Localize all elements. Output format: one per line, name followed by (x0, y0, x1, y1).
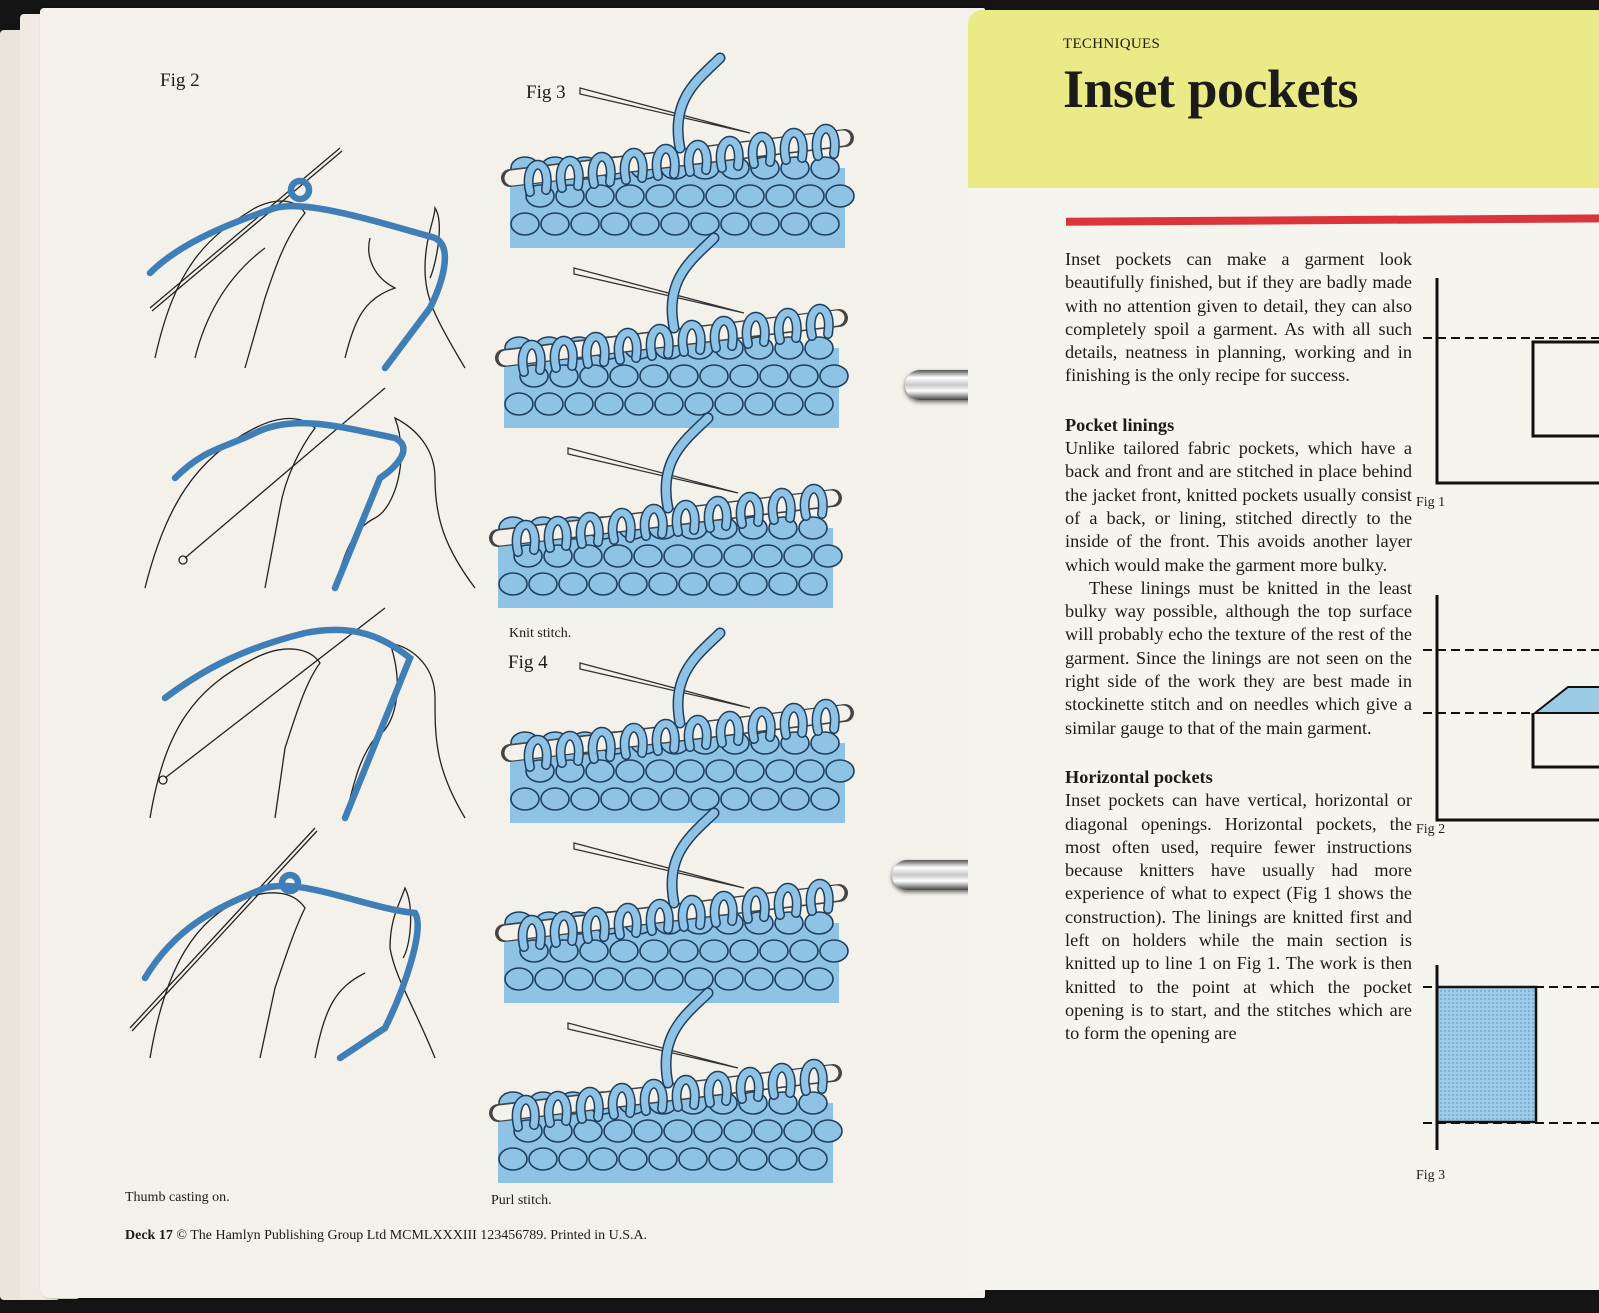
left-page (40, 8, 985, 1298)
fig2-diagram (1423, 595, 1599, 825)
footer-copyright (125, 1228, 647, 1244)
fig3-label: Fig 3 (526, 82, 566, 103)
knit-panel-1 (510, 58, 854, 248)
purl-panel-1 (510, 633, 854, 823)
section-kicker: TECHNIQUES (1063, 36, 1161, 52)
linings-paragraph-2: These linings must be knitted in the least bulky way possible, although the top surface will probably echo the texture of the rest of the garment. Since the linings are not seen on the right side of the work they are best made in stockinette stitch and on needles which give a similar gauge to that of the main garment. (1065, 577, 1412, 738)
knit-panel-3 (498, 418, 842, 608)
fig2-illustration (135, 128, 495, 1078)
stitch-illustrations (490, 78, 870, 1188)
horizontal-paragraph: Inset pockets can have vertical, horizontal or diagonal openings. Horizontal pockets, the most often used, require fewer instructions because knitters have usually had more experience of what to expect (Fig 1 shows the construction). The linings are knitted first and left on holders while the main section is knitted up to line 1 on Fig 1. The work is then knitted to the point at which the pocket opening is to start, and the stitches which are to form the opening are (1065, 790, 1412, 1044)
right-page (968, 10, 1599, 1290)
fig2-label-right: Fig 2 (1416, 822, 1446, 837)
red-rule (1066, 214, 1599, 225)
knit-panel-2 (504, 238, 848, 428)
caption-thumb: Thumb casting on. (125, 1190, 230, 1205)
heading-horizontal-pockets: Horizontal pockets (1065, 766, 1213, 787)
fig1-label: Fig 1 (1416, 495, 1446, 510)
fig2-label: Fig 2 (160, 70, 200, 91)
page-title: Inset pockets (1063, 59, 1359, 119)
purl-panel-2 (504, 813, 848, 1003)
fig1-diagram (1423, 278, 1599, 493)
fig3-label-right: Fig 3 (1416, 1168, 1446, 1183)
footer-rest: © The Hamlyn Publishing Group Ltd MCMLXXXIII 123456789. Printed in U.S.A. (172, 1228, 648, 1243)
article-text (1065, 248, 1412, 1046)
heading-pocket-linings: Pocket linings (1065, 414, 1175, 435)
caption-knit: Knit stitch. (509, 626, 572, 641)
fig4-label: Fig 4 (508, 652, 548, 673)
footer-deck: Deck 17 (125, 1228, 173, 1243)
purl-panel-3 (498, 993, 842, 1183)
caption-purl: Purl stitch. (491, 1193, 552, 1208)
linings-paragraph-1: Unlike tailored fabric pockets, which have a back and front and are stitched in place behind the jacket front, knitted pockets usually consist of a back, or lining, stitched directly to the inside of the front. This avoids another layer which would make the garment more bulky. (1065, 438, 1412, 575)
hand-panel-3 (150, 608, 465, 818)
intro-paragraph: Inset pockets can make a garment look beautifully finished, but if they are badly made with no attention given to detail, they can also completely spoil a garment. As with all such details, neatness in planning, working and in finishing is the only recipe for success. (1065, 249, 1412, 386)
fig3-diagram (1423, 965, 1599, 1165)
hand-panel-2 (145, 388, 475, 588)
